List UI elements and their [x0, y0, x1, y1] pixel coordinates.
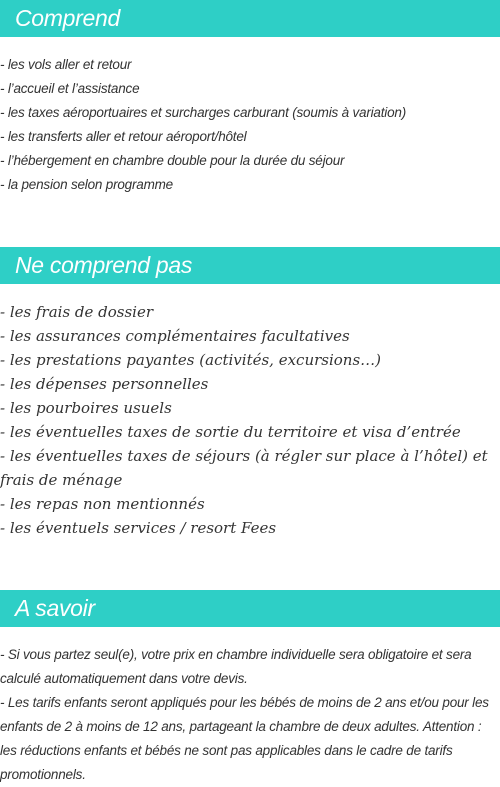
section-header-comprend: [0, 0, 500, 37]
list-item: - les pourboires usuels: [0, 399, 172, 417]
section-title-comprend: Comprend: [15, 5, 120, 31]
comprend-list: [0, 53, 498, 197]
section-header-ne-comprend-pas: [0, 247, 500, 284]
list-item: - les repas non mentionnés: [0, 495, 205, 513]
list-item: - les assurances complémentaires facultatives: [0, 327, 350, 345]
list-item: - les éventuelles taxes de séjours (à régler sur place à l’hôtel) et frais de ménage: [0, 447, 488, 489]
a-savoir-paragraph: - Les tarifs enfants seront appliqués pour les bébés de moins de 2 ans et/ou pour les enfants de 2 à moins de 12 ans, partageant la chambre de deux adultes. Attention : les réductions enfants et bébés ne sont pas applicables dans le cadre de tarifs promotionnels.: [0, 695, 489, 782]
list-item: - l’accueil et l’assistance: [0, 81, 140, 96]
list-item: - les taxes aéroportuaires et surcharges carburant (soumis à variation): [0, 105, 406, 120]
section-title-a-savoir: A savoir: [15, 595, 95, 621]
list-item: - les prestations payantes (activités, excursions…): [0, 351, 382, 369]
list-item: - les transferts aller et retour aéroport/hôtel: [0, 129, 247, 144]
list-item: - la pension selon programme: [0, 177, 173, 192]
a-savoir-paragraph: - Si vous partez seul(e), votre prix en chambre individuelle sera obligatoire et sera calculé automatiquement dans votre devis.: [0, 647, 472, 686]
list-item: - les éventuelles taxes de sortie du territoire et visa d’entrée: [0, 423, 461, 441]
ne-comprend-pas-list: [0, 300, 500, 540]
section-title-ne-comprend-pas: Ne comprend pas: [15, 252, 193, 278]
list-item: - les vols aller et retour: [0, 57, 132, 72]
section-header-a-savoir: [0, 590, 500, 627]
list-item: - les frais de dossier: [0, 303, 154, 321]
list-item: - l’hébergement en chambre double pour la durée du séjour: [0, 153, 345, 168]
list-item: - les éventuels services / resort Fees: [0, 519, 277, 537]
list-item: - les dépenses personnelles: [0, 375, 209, 393]
